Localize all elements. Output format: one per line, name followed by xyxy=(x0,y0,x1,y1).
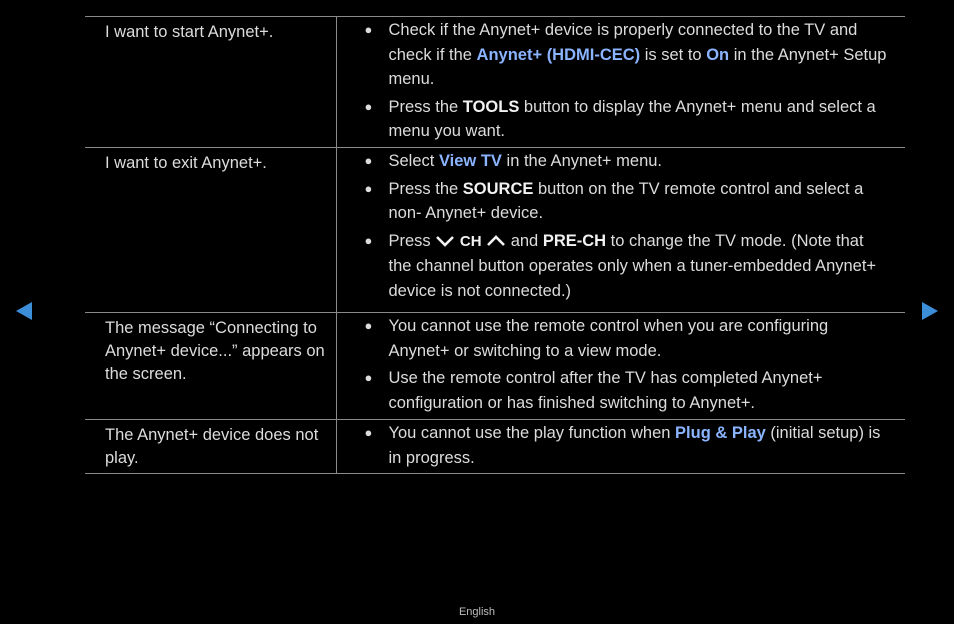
text-segment: You cannot use the remote control when you are configuring Anynet+ or switching to a view mode. xyxy=(388,317,829,360)
text-segment: Use the remote control after the TV has completed Anynet+ configuration or has finished switching to Anynet+. xyxy=(388,369,823,412)
text-segment: Check if the Anynet+ device is properly connected to the TV and check if the xyxy=(388,21,858,64)
solution-cell xyxy=(336,420,905,474)
bullet-icon: ● xyxy=(364,370,373,385)
list-item xyxy=(364,149,892,174)
bullet-icon: ● xyxy=(364,180,373,196)
problem-cell: The Anynet+ device does not play. xyxy=(85,420,336,474)
bullet-icon: ● xyxy=(364,232,373,248)
problem-cell: The message “Connecting to Anynet+ device...” appears on the screen. xyxy=(85,313,336,420)
highlighted-term: View TV xyxy=(438,152,502,170)
bullet-icon: ● xyxy=(364,318,373,333)
footer-language: English xyxy=(458,606,496,618)
next-page-arrow-icon[interactable] xyxy=(920,300,940,322)
previous-page-arrow-icon[interactable] xyxy=(14,300,34,322)
text-segment: in the Anynet+ menu. xyxy=(501,152,663,170)
chevron-up-icon xyxy=(486,234,506,248)
channel-button-icon xyxy=(435,232,506,250)
troubleshooting-table xyxy=(85,16,905,474)
solution-list xyxy=(337,149,906,303)
table-row xyxy=(85,17,905,148)
list-item xyxy=(364,177,892,226)
text-segment: to change the TV mode. (Note that the channel button operates only when a tuner-embedded Anynet+ device is not connected.) xyxy=(388,231,877,300)
list-item xyxy=(364,366,892,415)
list-item xyxy=(364,421,892,470)
text-segment: is set to xyxy=(640,45,707,64)
text-segment: in the Anynet+ Setup menu. xyxy=(388,45,887,88)
solution-list xyxy=(337,314,906,415)
channel-label: CH xyxy=(459,232,482,250)
solution-cell xyxy=(336,17,905,148)
text-segment: button on the TV remote control and select a non- Anynet+ device. xyxy=(388,179,864,222)
text-segment: button to display the Anynet+ menu and select a menu you want. xyxy=(388,97,876,140)
text-segment: Select xyxy=(388,152,439,170)
bullet-icon: ● xyxy=(364,98,373,114)
highlighted-term: Plug & Play xyxy=(675,424,766,442)
table-row xyxy=(85,420,905,474)
solution-list xyxy=(337,18,906,144)
list-item xyxy=(364,229,892,304)
problem-cell: I want to start Anynet+. xyxy=(85,17,336,148)
solution-cell xyxy=(336,148,905,313)
solution-cell xyxy=(336,313,905,420)
highlighted-term: On xyxy=(706,45,730,64)
bullet-icon: ● xyxy=(364,22,373,37)
list-item xyxy=(364,18,892,92)
table-row xyxy=(85,313,905,420)
solution-list xyxy=(337,421,906,470)
text-segment: Press xyxy=(388,231,436,250)
text-segment: Press the xyxy=(388,97,463,116)
text-segment: and xyxy=(506,231,543,250)
table-row xyxy=(85,148,905,313)
list-item xyxy=(364,314,892,363)
bullet-icon: ● xyxy=(364,153,373,168)
text-segment: You cannot use the play function when xyxy=(388,424,676,442)
problem-cell: I want to exit Anynet+. xyxy=(85,148,336,313)
text-segment: (initial setup) is in progress. xyxy=(388,424,881,467)
button-name: SOURCE xyxy=(462,179,534,198)
list-item xyxy=(364,95,892,144)
highlighted-term: Anynet+ (HDMI-CEC) xyxy=(476,45,641,64)
bullet-icon: ● xyxy=(364,425,373,440)
button-name: PRE-CH xyxy=(542,231,607,250)
chevron-down-icon xyxy=(435,234,455,248)
button-name: TOOLS xyxy=(462,97,520,116)
text-segment: Press the xyxy=(388,179,463,198)
